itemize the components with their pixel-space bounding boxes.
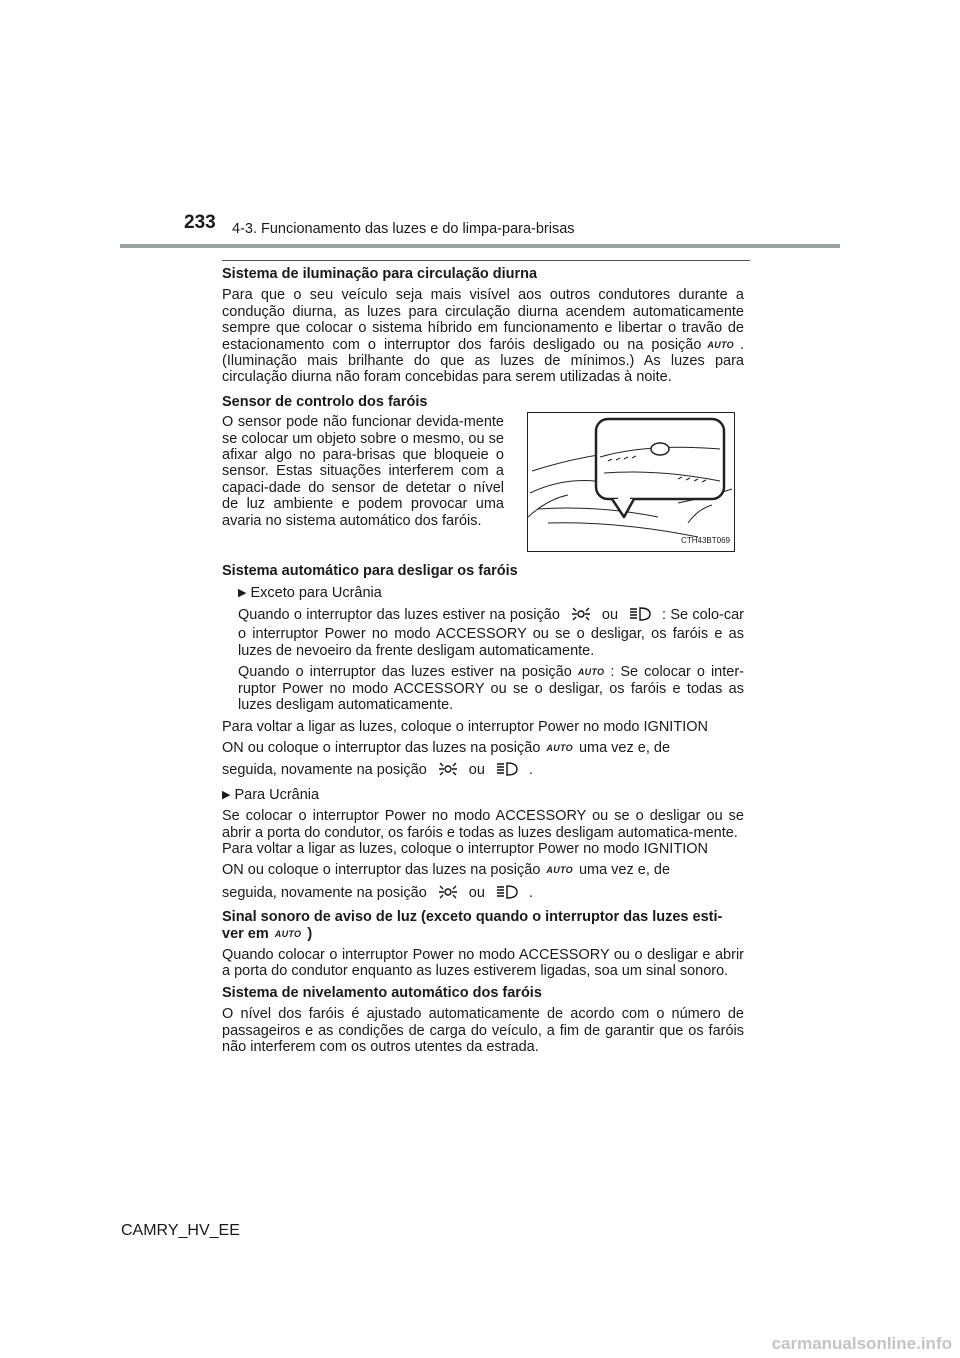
auto-off-paragraph-5a: Para voltar a ligar as luzes, coloque o interruptor Power no modo IGNITION xyxy=(222,840,708,857)
figure-code: CTH43BT069 xyxy=(681,535,730,545)
tail-light-icon xyxy=(437,761,459,781)
headlight-icon xyxy=(495,761,519,781)
buzzer-heading-b: ver em AUTO ) xyxy=(222,925,313,942)
auto-position-icon: AUTO xyxy=(577,667,605,678)
watermark: carmanualsonline.info xyxy=(771,1334,952,1353)
tail-light-icon xyxy=(437,884,459,904)
sensor-text: O sensor pode não funcionar devida-mente se colocar um objeto sobre o mesmo, ou se afixar algo no para-brisas que bloqueie o sensor. Estas situações interferem com a capaci-dade do sensor de detetar o nível de luz ambiente e podem provocar uma avaria no sistema automático dos faróis. xyxy=(222,414,504,529)
sensor-block xyxy=(222,410,744,558)
auto-position-icon: AUTO xyxy=(546,742,573,753)
auto-off-paragraph-3a: Para voltar a ligar as luzes, coloque o interruptor Power no modo IGNITION xyxy=(222,718,708,735)
drl-paragraph: Para que o seu veículo seja mais visível aos outros condutores durante a condução diurna, as luzes para circulação diurna acendem automaticamente sempre que colocar o sistema híbrido em funcionamento e libertar o travão de estacionamento com o interruptor dos faróis desligado ou na posição AUTO . (Iluminação mais brilhante do que as luzes de mínimos.) As luzes para circulação diurna não foram concebidas para serem utilizadas à noite. xyxy=(222,287,744,386)
sensor-illustration xyxy=(527,412,735,552)
drl-heading: Sistema de iluminação para circulação diurna xyxy=(222,266,538,282)
windshield-sensor-drawing xyxy=(528,413,734,551)
headlight-icon xyxy=(628,606,652,626)
buzzer-heading-a: Sinal sonoro de aviso de luz (exceto quando o interruptor das luzes esti- xyxy=(222,909,723,926)
auto-off-paragraph-3b: ON ou coloque o interruptor das luzes na posição AUTO uma vez e, de xyxy=(222,739,671,756)
headlight-icon xyxy=(495,884,519,904)
auto-position-icon: AUTO xyxy=(707,339,734,350)
section-title: 4-3. Funcionamento das luzes e do limpa-para-brisas xyxy=(232,221,575,237)
footer-code: CAMRY_HV_EE xyxy=(121,1222,240,1239)
auto-off-paragraph-2: Quando o interruptor das luzes estiver na posição AUTO : Se colocar o inter-ruptor Power no modo ACCESSORY ou se o desligar, os faróis e todas as luzes desligam automaticamente. xyxy=(238,664,744,714)
auto-off-paragraph-4: Se colocar o interruptor Power no modo ACCESSORY ou se o desligar ou se abrir a porta do condutor, os faróis e todas as luzes desligam automatica-mente. xyxy=(222,808,744,841)
except-ukraine-label: ▶ Exceto para Ucrânia xyxy=(238,584,382,601)
triangle-bullet-icon: ▶ xyxy=(238,586,247,599)
tail-light-icon xyxy=(570,606,592,626)
buzzer-paragraph: Quando colocar o interruptor Power no modo ACCESSORY ou o desligar e abrir a porta do condutor enquanto as luzes estiverem ligadas, soa um sinal sonoro. xyxy=(222,946,744,980)
auto-position-icon: AUTO xyxy=(546,865,573,876)
sub-rule xyxy=(222,260,750,261)
for-ukraine-label: ▶ Para Ucrânia xyxy=(222,786,320,803)
auto-position-icon: AUTO xyxy=(274,928,302,939)
leveling-paragraph: O nível dos faróis é ajustado automaticamente de acordo com o número de passageiros e as condições de carga do veículo, a fim de garantir que os faróis não interferem com os outros utentes da estrada. xyxy=(222,1006,744,1055)
auto-off-paragraph-5b: ON ou coloque o interruptor das luzes na posição AUTO uma vez e, de xyxy=(222,862,671,879)
leveling-heading: Sistema de nivelamento automático dos faróis xyxy=(222,984,542,1001)
auto-off-paragraph-1: Quando o interruptor das luzes estiver na posição ou : Se colo-car o interruptor Power no modo ACCESSORY ou se o desligar, os faróis e as luzes de nevoeiro da frente desligam automaticamente. xyxy=(238,607,744,659)
auto-off-paragraph-5c: seguida, novamente na posição ou . xyxy=(222,884,744,904)
header-rule xyxy=(120,244,840,248)
content xyxy=(222,266,744,1055)
auto-off-paragraph-3c: seguida, novamente na posição ou . xyxy=(222,761,744,781)
page-number: 233 xyxy=(184,212,216,233)
auto-off-heading: Sistema automático para desligar os faróis xyxy=(222,563,518,580)
triangle-bullet-icon: ▶ xyxy=(222,788,231,801)
sensor-heading: Sensor de controlo dos faróis xyxy=(222,393,428,410)
